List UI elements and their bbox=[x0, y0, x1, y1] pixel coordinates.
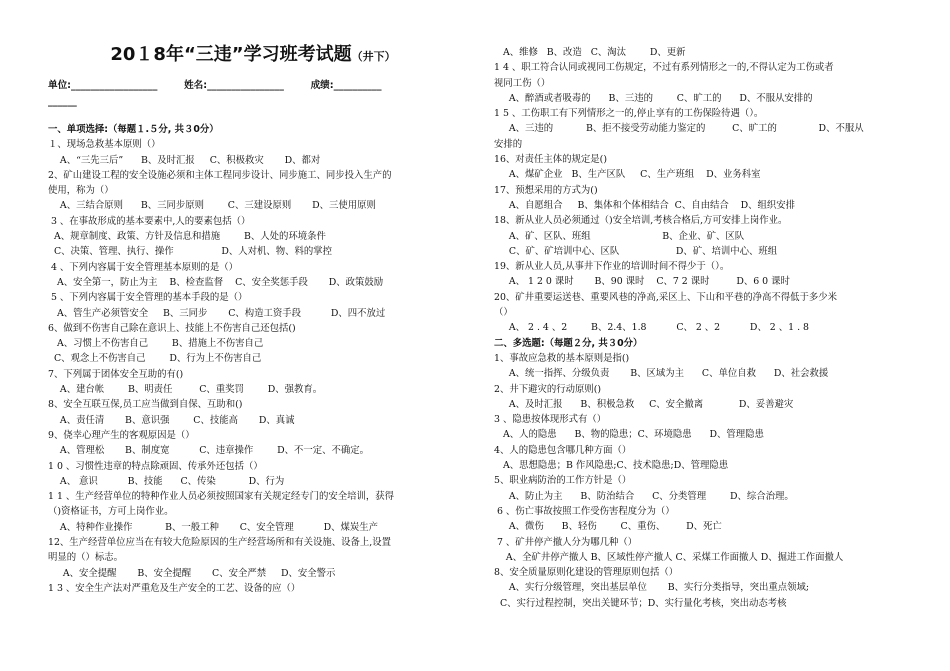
question-line: A、防止为主 B、防治结合 C、分类管理 D、综合治理。 bbox=[494, 490, 794, 502]
question-line: 5 、下列内容属于安全管理的基本手段的是（） bbox=[48, 292, 248, 304]
left-questions bbox=[48, 122, 458, 596]
question-line: A、安全提醒 B、安全提醒 C、安全严禁 D、安全警示 bbox=[48, 567, 336, 579]
question-line: A、 意识 B、技能 C、传染 D、行为 bbox=[48, 475, 285, 487]
question-line: 安排的 bbox=[494, 138, 523, 150]
info-line-continuation: ______ bbox=[48, 95, 77, 107]
question-line: 1、事故应急救的基本原则是指() bbox=[494, 352, 630, 364]
question-line: A、“三先三后” B、及时汇报 C、积极救灾 D、都对 bbox=[48, 154, 321, 166]
question-line: A、特种作业操作 B、一般工种 C、安全管理 D、煤炭生产 bbox=[48, 521, 378, 533]
question-line: 6 、伤亡事故按照工作受伤害程度分为（） bbox=[494, 505, 675, 517]
question-line: A、管生产必须管安全 B、三同步 C、构造工资手段 D、四不放过 bbox=[48, 307, 386, 319]
question-line: A、统一指挥、分级负责 B、区域为主 C、单位自救 D、社会救援 bbox=[494, 368, 829, 380]
question-line: 12、生产经营单位应当在有较大危险原因的生产经营场所和有关设施、设备上,设置 bbox=[48, 537, 392, 549]
question-line: C、决策、管理、执行、操作 D、人对机、物、料的掌控 bbox=[48, 246, 332, 258]
question-line: 明显的（）标志。 bbox=[48, 552, 124, 564]
question-line: （)资格证书，方可上岗作业。 bbox=[48, 506, 174, 518]
question-line: 7、下列属于团体安全互助的有() bbox=[48, 368, 184, 380]
question-line: 1 4 、职工符合认同或视同工伤规定，不过有系列情形之一的,不得认定为工伤或者 bbox=[494, 62, 834, 74]
question-line: 视同工伤（） bbox=[494, 77, 551, 89]
question-line: A、人的隐患 B、物的隐患；C、环境隐患 D、管理隐患 bbox=[494, 429, 764, 441]
question-line: 1 3 、安全生产法对严重危及生产安全的工艺、设备的应（） bbox=[48, 582, 301, 594]
right-questions bbox=[494, 45, 906, 611]
question-line: A、思想隐患；B 作风隐患;C、技术隐患;D、管理隐患 bbox=[494, 460, 729, 472]
question-line: A、及时汇报 B、积极急救 C、安全撤离 D、妥善避灾 bbox=[494, 398, 794, 410]
question-line: １、现场急救基本原则（） bbox=[48, 139, 161, 151]
question-line: 7 、矿井停产撤人分为哪几种（） bbox=[494, 536, 638, 548]
info-fields bbox=[48, 78, 458, 109]
question-line: A、矿、区队、班组 B、企业、矿、区队 bbox=[494, 230, 745, 242]
question-line: C、矿、矿培训中心、区队 D、矿、培训中心、班组 bbox=[494, 245, 778, 257]
question-line: A、安全第一，防止为主 B、检查监督 C、安全奖惩手段 D、政策鼓励 bbox=[48, 276, 384, 288]
question-line: C、实行过程控制，突出关键环节；D、实行量化考核，突出动态考核 bbox=[494, 597, 787, 609]
question-line: 17、预想采用的方式为() bbox=[494, 184, 598, 196]
question-line: 8、安全质量原则化建设的管理原则包括（） bbox=[494, 567, 679, 579]
question-line: A、三结合原则 B、三同步原则 C、三建设原则 D、三使用原则 bbox=[48, 200, 376, 212]
question-line: A、醉酒或者吸毒的 B、三违的 C、旷工的 D、不服从安排的 bbox=[494, 92, 813, 104]
question-line: A、微伤 B、轻伤 C、重伤、 D、死亡 bbox=[494, 521, 722, 533]
question-line: 1 1 、生产经营单位的特种作业人员必须按照国家有关规定经专门的安全培训，获得 bbox=[48, 491, 395, 503]
title-text: 20１8年“三违”学习班考试题 bbox=[110, 44, 352, 65]
question-line: A、自愿组合 B、集体和个体相结合 C、自由结合 D、组织安排 bbox=[494, 199, 796, 211]
question-line: C、观念上不伤害自己 D、行为上不伤害自己 bbox=[48, 353, 262, 365]
exam-title bbox=[48, 44, 458, 68]
question-line: 3 、隐患按体现形式有（） bbox=[494, 414, 607, 426]
question-line: A、实行分级管理，突出基层单位 B、实行分类指导，突出重点领域; bbox=[494, 582, 810, 594]
question-line: 使用，称为（） bbox=[48, 185, 114, 197]
question-line: 4 、下列内容属于安全管理基本原则的是（） bbox=[48, 261, 239, 273]
question-line: 2、矿山建设工程的安全设施必须和主体工程同步设计、同步施工、同步投入生产的 bbox=[48, 169, 392, 181]
question-line: 8、安全互联互保,员工应当做到自保、互助和() bbox=[48, 399, 243, 411]
question-line: 4、人的隐患包含哪几种方面（） bbox=[494, 444, 632, 456]
question-line: A、 2 . 4 、2 B、2.4、1.8 C、 2 、2 D、 2 、1 . 8 bbox=[494, 322, 809, 334]
question-line: （） bbox=[494, 307, 513, 319]
question-line: 3 、在事故形成的基本要素中,人的要素包括（） bbox=[48, 215, 251, 227]
question-line: 1 5 、工伤职工有下列情形之一的,停止享有的工伤保险待遇（）。 bbox=[494, 108, 764, 120]
question-line: A、全矿井停产撤人 B、区域性停产撤人 C、采煤工作面撤人 D、掘进工作面撤人 bbox=[494, 551, 844, 563]
question-line: A、建台帐 B、明责任 C、重奖罚 D、强教育。 bbox=[48, 384, 323, 396]
question-line: 5、职业病防治的工作方针是（） bbox=[494, 475, 632, 487]
section-heading: 二、多选题:（每题２分, 共３0分） bbox=[494, 337, 643, 349]
question-line: 6、做到不伤害自己除在意识上、技能上不伤害自己还包括() bbox=[48, 322, 296, 334]
question-line: A、责任清 B、意识强 C、技能高 D、真诚 bbox=[48, 414, 295, 426]
question-line: 18、新从业人员必须通过（)安全培训,考核合格后,方可安排上岗作业。 bbox=[494, 215, 788, 227]
question-line: 1 0 、习惯性违章的特点除顽固、传承外还包括（） bbox=[48, 460, 263, 472]
question-line: 20、矿井重要运送巷、重要风巷的净高,采区上、下山和平巷的净高不得低于多少米 bbox=[494, 291, 838, 303]
question-line: 9、侥幸心理产生的客观原因是（） bbox=[48, 429, 195, 441]
left-column bbox=[48, 44, 458, 596]
question-line: A、煤矿企业 B、生产区队 C、生产班组 D、业务科室 bbox=[494, 169, 761, 181]
question-line: 16、对责任主体的规定是() bbox=[494, 154, 607, 166]
right-column bbox=[494, 45, 906, 611]
question-line: A、习惯上不伤害自己 B、措施上不伤害自己 bbox=[48, 338, 264, 350]
question-line: A、管理松 B、制度宽 C、违章操作 D、不一定、不确定。 bbox=[48, 445, 370, 457]
section-heading: 一、单项选择:（每题１.５分, 共３0分） bbox=[48, 124, 219, 135]
question-line: 19、新从业人员,从事井下作业的培训时间不得少于（）。 bbox=[494, 261, 730, 273]
question-line: A、三违的 B、拒不接受劳动能力鉴定的 C、旷工的 D、不服从 bbox=[494, 123, 864, 135]
title-subtitle: （井下） bbox=[351, 50, 396, 63]
question-line: 2、井下避灾的行动原则() bbox=[494, 383, 602, 395]
question-line: A、规章制度、政策、方针及信息和措施 B、人处的环境条件 bbox=[48, 231, 326, 243]
question-line: A、维修 B、改造 C、淘汰 D、更新 bbox=[494, 47, 686, 58]
info-line: 单位:__________________ 姓名:________________ 成绩:__________ bbox=[48, 80, 382, 91]
question-line: A、 1 2 0 课时 B、90 课时 C、7 2 课时 D、6 0 课时 bbox=[494, 276, 790, 288]
